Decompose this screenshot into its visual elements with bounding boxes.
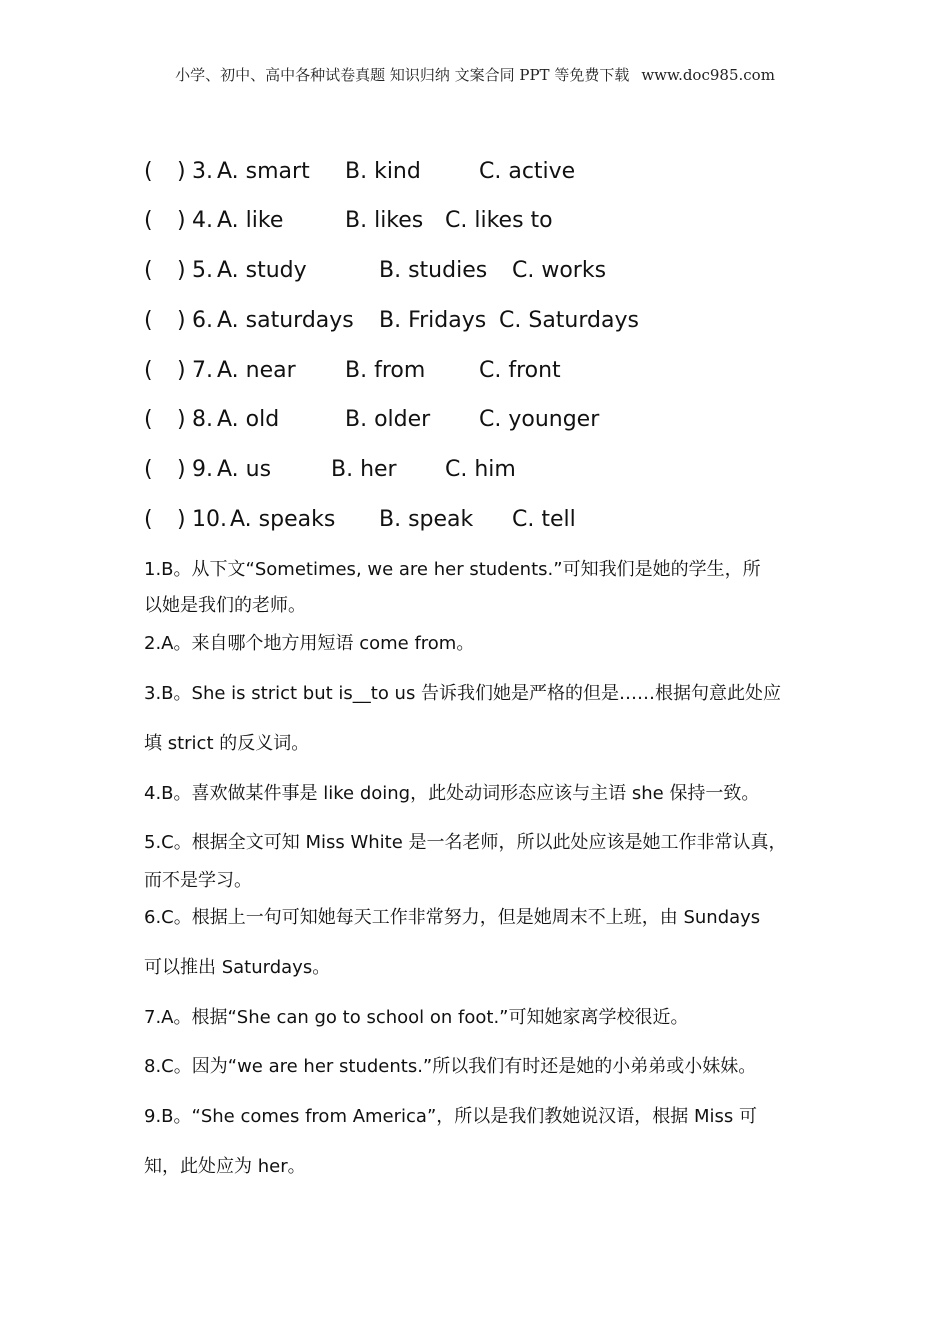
answer-blank-close: ) [177,507,186,532]
explanation-line: 而不是学习。 [144,870,252,891]
answer-blank-open: ( [144,308,153,333]
question-number: 3. [192,159,213,184]
answer-blank-close: ) [177,208,186,233]
option-a: A. near [217,358,296,383]
option-a: A. speaks [230,507,336,532]
explanation-line: 2.A。来自哪个地方用短语 come from。 [144,633,475,654]
option-c: C. likes to [445,208,553,233]
answer-blank-open: ( [144,407,153,432]
option-b: B. her [331,457,397,482]
answer-blank-close: ) [177,457,186,482]
question-number: 9. [192,457,213,482]
option-a: A. study [217,258,307,283]
answer-blank-open: ( [144,208,153,233]
question-number: 10. [192,507,227,532]
question-number: 7. [192,358,213,383]
explanation-line: 8.C。因为“we are her students.”所以我们有时还是她的小弟弟或小妹妹。 [144,1056,757,1077]
answer-blank-open: ( [144,457,153,482]
option-c: C. front [479,358,561,383]
option-a: A. like [217,208,284,233]
option-a: A. smart [217,159,310,184]
answer-blank-close: ) [177,358,186,383]
answer-blank-open: ( [144,358,153,383]
explanation-line: 6.C。根据上一句可知她每天工作非常努力，但是她周末不上班，由 Sundays [144,907,761,928]
explanation-line: 5.C。根据全文可知 Miss White 是一名老师，所以此处应该是她工作非常认真， [144,832,787,853]
answer-blank-close: ) [177,308,186,333]
explanation-line: 1.B。从下文“Sometimes, we are her students.”可知我们是她的学生，所 [144,559,761,580]
explanation-line: 可以推出 Saturdays。 [144,957,331,978]
option-b: B. Fridays [379,308,487,333]
explanation-line: 9.B。“She comes from America”，所以是我们教她说汉语，根据 Miss 可 [144,1106,758,1127]
page-header [0,64,950,85]
answer-blank-open: ( [144,159,153,184]
option-b: B. studies [379,258,488,283]
answer-blank-close: ) [177,407,186,432]
option-a: A. old [217,407,280,432]
option-c: C. him [445,457,516,482]
answer-blank-open: ( [144,507,153,532]
header-url: www.doc985.com [641,66,775,84]
explanation-line: 7.A。根据“She can go to school on foot.”可知她家离学校很近。 [144,1007,689,1028]
header-text: 小学、初中、高中各种试卷真题 知识归纳 文案合同 PPT 等免费下载 [175,66,630,84]
question-number: 6. [192,308,213,333]
explanation-line: 填 strict 的反义词。 [144,733,310,754]
question-number: 4. [192,208,213,233]
option-c: C. tell [512,507,576,532]
option-c: C. works [512,258,607,283]
option-a: A. saturdays [217,308,354,333]
question-number: 5. [192,258,213,283]
answer-blank-close: ) [177,258,186,283]
option-b: B. speak [379,507,474,532]
answer-blank-open: ( [144,258,153,283]
option-a: A. us [217,457,272,482]
option-b: B. from [345,358,426,383]
option-c: C. younger [479,407,600,432]
option-b: B. kind [345,159,421,184]
explanation-line: 4.B。喜欢做某件事是 like doing，此处动词形态应该与主语 she 保持一致。 [144,783,760,804]
explanation-line: 3.B。She is strict but is__to us 告诉我们她是严格的但是……根据句意此处应 [144,683,782,704]
option-c: C. active [479,159,576,184]
option-c: C. Saturdays [499,308,639,333]
option-b: B. older [345,407,431,432]
explanation-line: 知，此处应为 her。 [144,1156,306,1177]
question-number: 8. [192,407,213,432]
answer-blank-close: ) [177,159,186,184]
option-b: B. likes [345,208,424,233]
explanation-line: 以她是我们的老师。 [144,595,306,616]
